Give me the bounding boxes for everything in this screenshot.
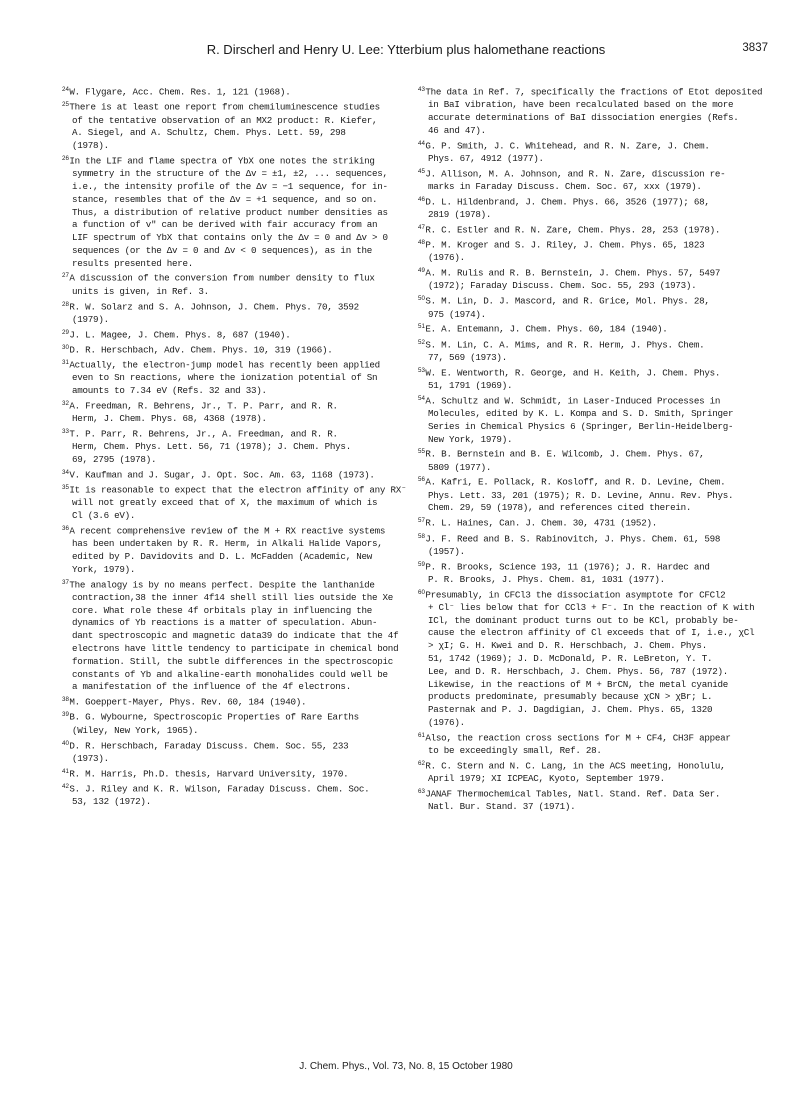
reference-text-line: R. W. Solarz and S. A. Johnson, J. Chem. Phys. 70, 3592 [69, 301, 359, 312]
reference-text-line: marks in Faraday Discuss. Chem. Soc. 67, xxx (1979). [428, 180, 702, 192]
reference-text-line: (1976). [428, 252, 465, 264]
reference-text-line: + Cl⁻ lies below that for CCl3 + F⁻. In the reaction of K with [428, 601, 755, 613]
reference-text-line: Thus, a distribution of relative product number densities as [72, 206, 388, 218]
reference-entry [418, 265, 774, 293]
reference-number: 31 [62, 359, 69, 367]
reference-entry [62, 84, 408, 99]
reference-text-line: (1972); Faraday Discuss. Chem. Soc. 55, 293 (1973). [428, 280, 697, 292]
reference-entry [62, 342, 408, 357]
reference-number: 59 [418, 560, 425, 568]
reference-entry [418, 730, 774, 758]
reference-number: 48 [418, 239, 425, 247]
reference-entry [62, 99, 408, 153]
reference-entry [418, 393, 774, 447]
reference-entry [418, 293, 774, 321]
reference-text-line: (1976). [428, 716, 465, 728]
reference-text-line: Chem. 29, 59 (1978), and references cited therein. [428, 502, 692, 514]
references-right-column [418, 84, 774, 814]
reference-text-line: (1979). [72, 313, 109, 325]
reference-number: 50 [418, 295, 425, 303]
reference-text-line: ICl, the dominant product turns out to be KCl, probably be- [428, 614, 739, 626]
reference-text-line: in BaI vibration, have been recalculated based on the more [428, 99, 734, 111]
page-number: 3837 [742, 42, 768, 54]
reference-text-line: J. Allison, M. A. Johnson, and R. N. Zare, discussion re- [425, 168, 726, 180]
reference-text-line: In the LIF and flame spectra of YbX one notes the striking [69, 155, 375, 167]
reference-number: 36 [62, 525, 69, 532]
reference-number: 51 [418, 323, 425, 331]
reference-text-line: P. R. Brooks, J. Phys. Chem. 81, 1031 (1977). [428, 573, 665, 585]
reference-text-line: even to Sn reactions, where the ionization potential of Sn [72, 372, 378, 384]
reference-number: 33 [62, 428, 69, 436]
reference-entry [62, 694, 408, 709]
page-header [0, 38, 812, 58]
reference-text-line: dant spectroscopic and magnetic data39 do indicate that the 4f [72, 630, 399, 642]
reference-entry [62, 766, 408, 781]
reference-text-line: M. Goeppert-Mayer, Phys. Rev. 60, 184 (1940). [69, 696, 307, 708]
reference-text-line: S. M. Lin, D. J. Mascord, and R. Grice, Mol. Phys. 28, [425, 295, 710, 307]
reference-text-line: V. Kaufman and J. Sugar, J. Opt. Soc. Am. 63, 1168 (1973). [69, 469, 375, 481]
reference-entry [62, 270, 408, 298]
reference-entry [418, 222, 774, 237]
reference-number: 49 [418, 267, 425, 275]
reference-text-line: will not greatly exceed that of X, the maximum of which is [72, 497, 378, 509]
reference-text-line: 51, 1742 (1969); J. D. McDonald, P. R. LeBreton, Y. T. [428, 653, 713, 665]
reference-text-line: S. M. Lin, C. A. Mims, and R. R. Herm, J. Phys. Chem. [425, 339, 705, 351]
reference-text-line: has been undertaken by R. R. Herm, in Alkali Halide Vapors, [72, 538, 383, 550]
reference-text-line: York, 1979). [72, 563, 136, 575]
reference-number: 41 [62, 767, 69, 775]
reference-text-line: electrons have little tendency to participate in chemical bond [72, 643, 399, 655]
reference-text-line: a function of v″ can be derived with fair accuracy from an [72, 219, 378, 231]
reference-number: 46 [418, 195, 425, 203]
reference-text-line: i.e., the intensity profile of the Δv = −1 sequence, for in- [72, 180, 388, 192]
reference-text-line: LIF spectrum of YbX that contains only the Δv = 0 and Δv > 0 [72, 232, 388, 244]
reference-text-line: constants of Yb and alkaline-earth monohalides could well be [72, 668, 388, 680]
reference-number: 32 [62, 399, 69, 407]
reference-text-line: symmetry in the structure of the Δv = ±1, ±2, ... sequences, [72, 168, 388, 180]
reference-text-line: The analogy is by no means perfect. Despite the lanthanide [69, 579, 375, 591]
reference-text-line: Likewise, in the reactions of M + BrCN, the metal cyanide [428, 678, 729, 690]
reference-entry [418, 194, 774, 222]
reference-number: 26 [62, 154, 69, 162]
reference-text-line: formation. Still, the subtle differences in the spectroscopic [72, 655, 394, 667]
reference-text-line: amounts to 7.34 eV (Refs. 32 and 33). [72, 385, 267, 397]
reference-text-line: It is reasonable to expect that the electron affinity of any RX⁻ [69, 484, 407, 496]
reference-text-line: W. Flygare, Acc. Chem. Res. 1, 121 (1968). [69, 86, 291, 98]
reference-entry [418, 337, 774, 365]
reference-entry [62, 327, 408, 342]
reference-text-line: Natl. Bur. Stand. 37 (1971). [428, 801, 576, 813]
reference-number: 56 [418, 476, 425, 484]
reference-number: 58 [418, 532, 425, 540]
reference-text-line: J. F. Reed and B. S. Rabinovitch, J. Phys. Chem. 61, 598 [425, 533, 721, 544]
reference-text-line: Herm, Chem. Phys. Lett. 56, 71 (1978); J. Chem. Phys. [72, 441, 351, 453]
reference-text-line: P. R. Brooks, Science 193, 11 (1976); J. R. Hardec and [425, 561, 710, 573]
reference-text-line: There is at least one report from chemiluminescence studies [69, 101, 380, 113]
reference-entry [62, 398, 408, 426]
reference-text-line: W. E. Wentworth, R. George, and H. Keith, J. Chem. Phys. [425, 367, 721, 379]
reference-text-line: edited by P. Davidovits and D. L. McFadden (Academic, New [72, 551, 373, 563]
reference-entry [418, 166, 774, 194]
reference-entry [62, 467, 408, 482]
reference-text-line: R. C. Stern and N. C. Lang, in the ACS meeting, Honolulu, [425, 760, 726, 772]
reference-text-line: results presented here. [72, 257, 194, 269]
reference-text-line: T. P. Parr, R. Behrens, Jr., A. Freedman, and R. R. [69, 428, 338, 440]
reference-text-line: G. P. Smith, J. C. Whitehead, and R. N. Zare, J. Chem. [425, 140, 710, 152]
reference-text-line: Lee, and D. R. Herschbach, J. Chem. Phys. 56, 787 (1972). [428, 665, 729, 677]
reference-text-line: contraction,38 the inner 4f14 shell still lies outside the Xe [72, 591, 394, 603]
reference-number: 38 [62, 696, 69, 704]
reference-text-line: Cl (3.6 eV). [72, 510, 136, 522]
reference-text-line: R. C. Estler and R. N. Zare, Chem. Phys. 28, 253 (1978). [425, 224, 721, 236]
reference-text-line: 69, 2795 (1978). [72, 454, 157, 466]
reference-number: 30 [62, 343, 69, 351]
reference-text-line: A. M. Rulis and R. B. Bernstein, J. Chem. Phys. 57, 5497 [425, 267, 721, 279]
reference-number: 53 [418, 366, 425, 374]
reference-number: 47 [418, 223, 425, 231]
reference-entry [62, 781, 408, 809]
reference-text-line: Herm, J. Chem. Phys. 68, 4368 (1978). [72, 413, 267, 425]
reference-text-line: A. Schultz and W. Schmidt, in Laser-Induced Processes in [425, 395, 721, 407]
reference-number: 34 [62, 468, 69, 476]
reference-text-line: 46 and 47). [428, 124, 486, 136]
reference-number: 60 [418, 588, 425, 596]
reference-text-line: A discussion of the conversion from number density to flux [69, 272, 375, 284]
reference-entry [62, 153, 408, 271]
reference-text-line: A recent comprehensive review of the M + RX reactive systems [69, 525, 386, 537]
reference-entry [418, 786, 774, 814]
reference-text-line: > χI; G. H. Kwei and D. R. Herschbach, J. Chem. Phys. [428, 640, 707, 652]
reference-number: 35 [62, 484, 69, 492]
reference-text-line: 2819 (1978). [428, 209, 492, 221]
reference-text-line: (1973). [72, 752, 109, 764]
reference-entry [418, 559, 774, 587]
reference-entry [418, 138, 774, 166]
reference-number: 42 [62, 782, 69, 790]
running-title: R. Dirscherl and Henry U. Lee: Ytterbium plus halomethane reactions [206, 42, 606, 57]
reference-entry [418, 365, 774, 393]
reference-text-line: Molecules, edited by K. L. Kompa and S. D. Smith, Springer [428, 407, 734, 419]
reference-number: 52 [418, 338, 425, 346]
reference-text-line: April 1979; XI ICPEAC, Kyoto, September 1979. [428, 773, 665, 785]
reference-text-line: units is given, in Ref. 3. [72, 285, 209, 297]
reference-text-line: A. Freedman, R. Behrens, Jr., T. P. Parr, and R. R. [69, 400, 338, 412]
reference-text-line: 5809 (1977). [428, 461, 492, 473]
reference-text-line: dynamics of Yb reactions is a matter of speculation. Abun- [72, 617, 378, 629]
reference-number: 55 [418, 448, 425, 456]
journal-footer: J. Chem. Phys., Vol. 73, No. 8, 15 October 1980 [299, 1061, 513, 1072]
reference-number: 29 [62, 328, 69, 336]
reference-number: 57 [418, 517, 425, 525]
reference-text-line: 51, 1791 (1969). [428, 379, 513, 391]
reference-entry [418, 474, 774, 515]
reference-entry [418, 321, 774, 336]
reference-text-line: A. Kafri, E. Pollack, R. Kosloff, and R. D. Levine, Chem. [425, 476, 726, 488]
reference-text-line: A. Siegel, and A. Schultz, Chem. Phys. Lett. 59, 298 [72, 127, 346, 139]
reference-text-line: Actually, the electron-jump model has recently been applied [69, 359, 380, 371]
reference-number: 43 [418, 86, 425, 93]
reference-text-line: (1978). [72, 140, 109, 152]
reference-text-line: Phys. Lett. 33, 201 (1975); R. D. Levine, Annu. Rev. Phys. [428, 489, 734, 501]
reference-entry [62, 577, 408, 695]
reference-text-line: Phys. 67, 4912 (1977). [428, 152, 544, 164]
reference-text-line: products predominate, presumably because χCN > χBr; L. [428, 691, 713, 703]
reference-text-line: 975 (1974). [428, 308, 486, 320]
reference-text-line: a manifestation of the influence of the 4f electrons. [72, 681, 351, 693]
references-left-column [62, 84, 408, 809]
reference-entry [418, 531, 774, 559]
reference-text-line: R. B. Bernstein and B. E. Wilcomb, J. Chem. Phys. 67, [425, 448, 705, 460]
reference-text-line: New York, 1979). [428, 433, 513, 445]
reference-entry [418, 515, 774, 530]
reference-entry [418, 446, 774, 474]
reference-number: 27 [62, 272, 69, 280]
reference-entry [62, 709, 408, 737]
reference-text-line: J. L. Magee, J. Chem. Phys. 8, 687 (1940). [69, 329, 291, 341]
reference-number: 40 [62, 739, 69, 747]
reference-text-line: to be exceedingly small, Ref. 28. [428, 745, 602, 756]
reference-entry [62, 738, 408, 766]
reference-number: 45 [418, 167, 425, 175]
reference-text-line: P. M. Kroger and S. J. Riley, J. Chem. Phys. 65, 1823 [425, 239, 705, 251]
reference-entry [418, 84, 774, 138]
reference-text-line: 53, 132 (1972). [72, 796, 151, 808]
reference-text-line: Series in Chemical Physics 6 (Springer, Berlin-Heidelberg- [428, 420, 734, 432]
reference-text-line: B. G. Wybourne, Spectroscopic Properties of Rare Earths [69, 711, 359, 723]
reference-text-line: cause the electron affinity of Cl exceeds that of I, i.e., χCl [428, 627, 755, 639]
reference-text-line: 77, 569 (1973). [428, 351, 507, 363]
reference-text-line: D. L. Hildenbrand, J. Chem. Phys. 66, 3526 (1977); 68, [425, 196, 710, 208]
reference-text-line: R. L. Haines, Can. J. Chem. 30, 4731 (1952). [425, 517, 657, 529]
reference-text-line: S. J. Riley and K. R. Wilson, Faraday Discuss. Chem. Soc. [69, 783, 370, 795]
reference-text-line: stance, resembles that of the Δv = +1 sequence, and so on. [72, 193, 378, 205]
reference-number: 37 [62, 578, 69, 586]
reference-number: 61 [418, 731, 425, 739]
reference-text-line: (Wiley, New York, 1965). [72, 724, 199, 736]
reference-number: 39 [62, 711, 69, 719]
reference-number: 62 [418, 759, 425, 767]
reference-text-line: (1957). [428, 545, 465, 557]
reference-text-line: JANAF Thermochemical Tables, Natl. Stand. Ref. Data Ser. [425, 788, 721, 800]
reference-text-line: E. A. Entemann, J. Chem. Phys. 60, 184 (1940). [425, 323, 668, 335]
reference-text-line: Also, the reaction cross sections for M + CF4, CH3F appear [425, 732, 731, 744]
reference-text-line: Presumably, in CFCl3 the dissociation asymptote for CFCl2 [425, 589, 726, 601]
reference-entry [62, 482, 408, 523]
reference-number: 28 [62, 300, 69, 308]
reference-number: 44 [418, 139, 425, 147]
reference-text-line: accurate determinations of BaI dissociation energies (Refs. [428, 112, 739, 124]
reference-text-line: R. M. Harris, Ph.D. thesis, Harvard University, 1970. [69, 768, 349, 780]
reference-text-line: of the tentative observation of an MX2 product: R. Kiefer, [72, 114, 378, 126]
reference-text-line: Pasternak and P. J. Dagdigian, J. Chem. Phys. 65, 1320 [428, 704, 713, 716]
reference-text-line: D. R. Herschbach, Faraday Discuss. Chem. Soc. 55, 233 [69, 740, 349, 751]
reference-entry [418, 587, 774, 730]
reference-entry [418, 237, 774, 265]
reference-text-line: core. What role these 4f orbitals play in influencing the [72, 604, 373, 616]
reference-entry [62, 426, 408, 467]
reference-number: 54 [418, 394, 425, 402]
reference-entry [62, 357, 408, 398]
reference-text-line: The data in Ref. 7, specifically the fractions of Etot deposited [425, 86, 763, 98]
reference-entry [418, 758, 774, 786]
reference-entry [62, 299, 408, 327]
reference-entry [62, 523, 408, 577]
reference-text-line: sequences (or the Δv = 0 and Δv < 0 sequences), as in the [72, 244, 373, 256]
reference-text-line: D. R. Herschbach, Adv. Chem. Phys. 10, 319 (1966). [69, 344, 333, 356]
reference-number: 63 [418, 787, 425, 795]
reference-number: 25 [62, 101, 69, 109]
reference-number: 24 [62, 86, 69, 93]
